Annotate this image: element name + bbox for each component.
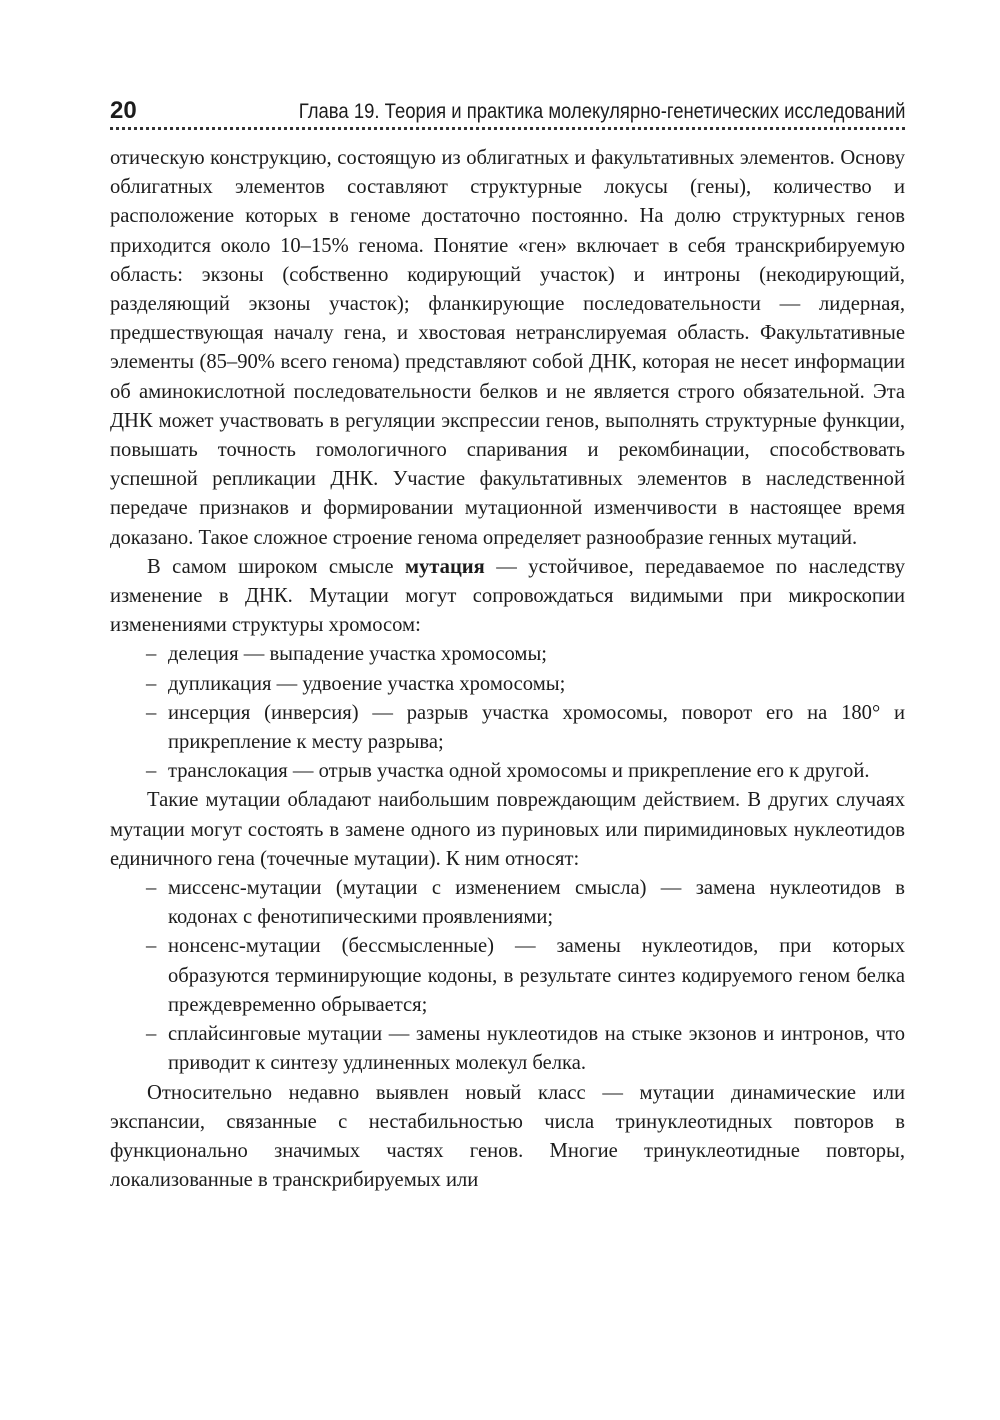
list-item: – сплайсинговые мутации — замены нуклеотидов на стыке экзонов и интронов, что приводит к синтезу удлиненных молекул белка. bbox=[168, 1020, 905, 1078]
list-item: – делеция — выпадение участка хромосомы; bbox=[168, 640, 905, 669]
paragraph-dynamic-mutations: Относительно недавно выявлен новый класс — мутации динамические или экспансии, связанные с нестабильностью числа тринуклеотидных повторов в функционально значимых частях генов. Многие тринуклеотидные повторы, локализованные в транскрибируемых или bbox=[110, 1081, 905, 1192]
list-item: – дупликация — удвоение участка хромосомы; bbox=[168, 670, 905, 699]
page-number: 20 bbox=[110, 97, 137, 124]
list-item: – инсерция (инверсия) — разрыв участка хромосомы, поворот его на 180° и прикрепление к месту разрыва; bbox=[168, 699, 905, 757]
page-body bbox=[110, 144, 905, 1195]
page-header bbox=[110, 92, 905, 132]
paragraph-text: В самом широком смысле bbox=[147, 555, 405, 578]
chromosome-mutations-list bbox=[110, 640, 905, 786]
list-item: – транслокация — отрыв участка одной хромосомы и прикрепление его к другой. bbox=[168, 757, 905, 786]
list-item: – нонсенс-мутации (бессмысленные) — замены нуклеотидов, при которых образуются терминирующие кодоны, в результате синтез кодируемого геном белка преждевременно обрывается; bbox=[168, 932, 905, 1020]
running-head: Глава 19. Теория и практика молекулярно-генетических исследований bbox=[298, 99, 905, 123]
header-dotted-rule bbox=[110, 127, 905, 130]
list-item: – миссенс-мутации (мутации с изменением смысла) — замена нуклеотидов в кодонах с фенотипическими проявлениями; bbox=[168, 874, 905, 932]
paragraph-mutation-definition bbox=[110, 553, 905, 641]
paragraph-text: — устойчивое, передаваемое по наследству изменение в ДНК. Мутации могут сопровождаться видимыми при микроскопии изменениями структуры хромосом: bbox=[110, 555, 906, 637]
paragraph-genome-structure: отическую конструкцию, состоящую из облигатных и факультативных элементов. Основу облигатных элементов составляют структурные локусы (гены), количество и расположение которых в геноме достаточно постоянно. На долю структурных генов приходится около 10–15% генома. Понятие «ген» включает в себя транскрибируемую область: экзоны (собственно кодирующий участок) и интроны (некодирующий, разделяющий экзоны участок); фланкирующие последовательности — лидерная, предшествующая началу гена, и хвостовая нетранслируемая область. Факультативные элементы (85–90% всего генома) представляют собой ДНК, которая не несет информации об аминокислотной последовательности белков и не является строго обязательной. Эта ДНК может участвовать в регуляции экспрессии генов, выполнять структурные функции, повышать точность гомологичного спаривания и рекомбинации, способствовать успешной репликации ДНК. Участие факультативных элементов в наследственной передаче признаков и формировании мутационной изменчивости в настоящее время доказано. Такое сложное строение генома определяет разнообразие генных мутаций. bbox=[110, 147, 905, 549]
term-mutation: мутация bbox=[404, 555, 485, 578]
point-mutations-list bbox=[110, 874, 905, 1078]
paragraph-point-mutations: Такие мутации обладают наибольшим повреждающим действием. В других случаях мутации могут состоять в замене одного из пуриновых или пиримидиновых нуклеотидов единичного гена (точечные мутации). К ним относят: bbox=[110, 789, 905, 870]
